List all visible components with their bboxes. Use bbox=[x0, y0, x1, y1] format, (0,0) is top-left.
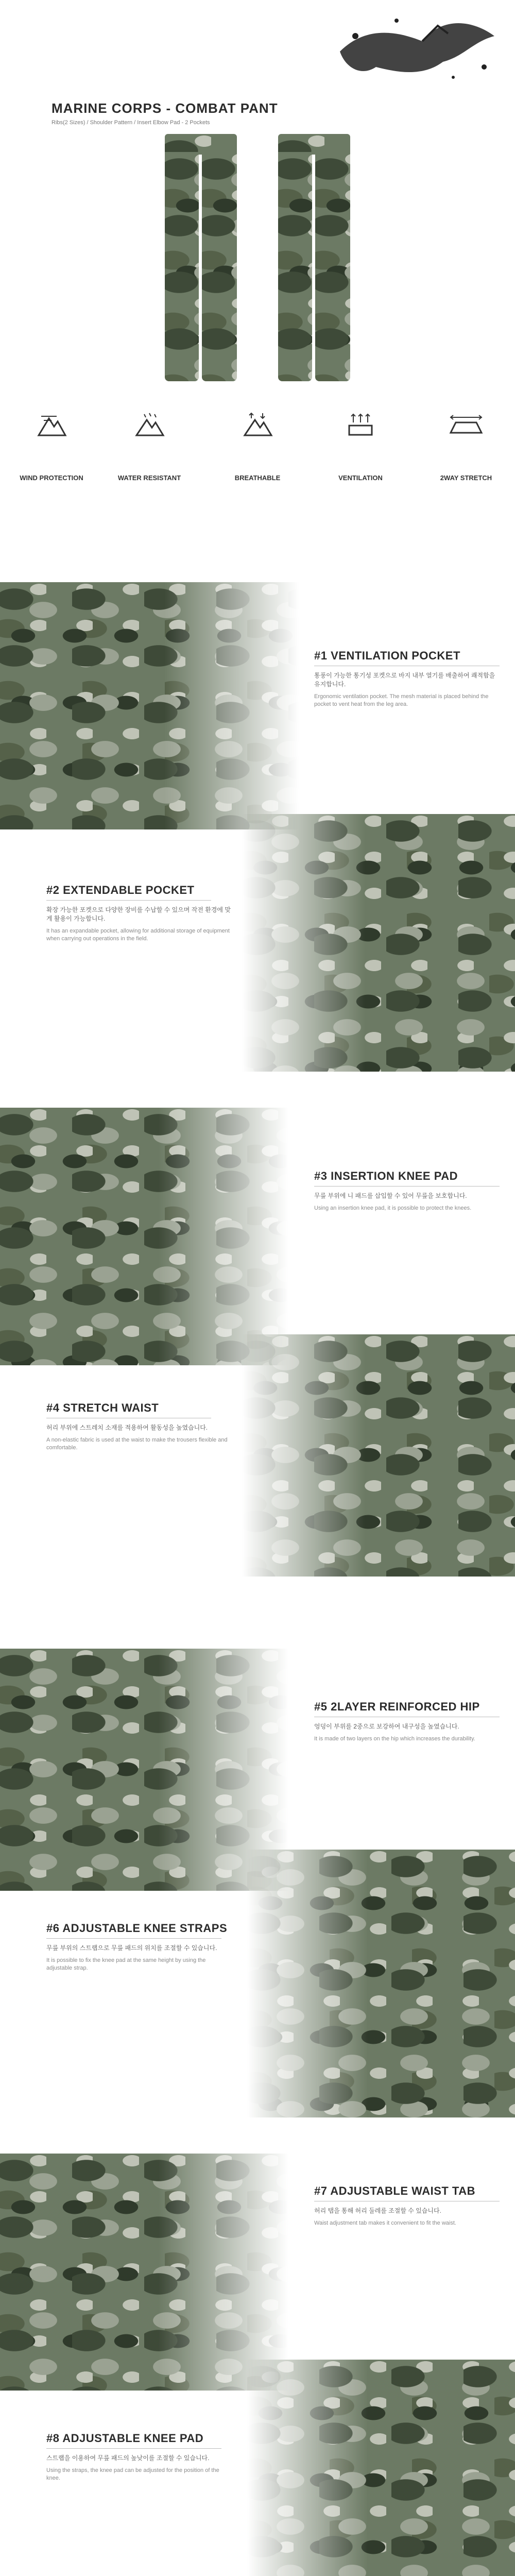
feature-label: WIND PROTECTION bbox=[20, 474, 83, 482]
section-title: #6 ADJUSTABLE KNEE STRAPS bbox=[46, 1922, 228, 1935]
section-korean-text: 허리 탭을 통해 허리 둘레를 조절할 수 있습니다. bbox=[314, 2207, 441, 2214]
section-korean-text: 스트랩을 이용하여 무릎 패드의 높낮이를 조절할 수 있습니다. bbox=[46, 2454, 210, 2462]
wind-mountain-icon bbox=[36, 412, 90, 438]
section-2 bbox=[46, 884, 232, 943]
reinforced-hip-photo bbox=[0, 1649, 288, 1891]
feature-water-resistant bbox=[111, 412, 188, 482]
extendable-pocket-photo bbox=[242, 814, 515, 1072]
section-english-text: A non-elastic fabric is used at the waist to make the trousers flexible and comfortable. bbox=[46, 1437, 228, 1451]
section-7 bbox=[314, 2184, 500, 2227]
header bbox=[0, 0, 515, 155]
section-4 bbox=[46, 1401, 232, 1452]
feature-2way-stretch bbox=[427, 412, 505, 482]
feature-label: WATER RESISTANT bbox=[117, 474, 181, 482]
section-divider bbox=[46, 2448, 221, 2449]
section-english-text: Waist adjustment tab makes it convenient to fit the waist. bbox=[314, 2220, 456, 2226]
section-6 bbox=[46, 1922, 232, 1972]
product-title: MARINE CORPS - COMBAT PANT bbox=[52, 100, 278, 116]
section-3 bbox=[314, 1170, 500, 1212]
knee-pad-adjust-photo bbox=[247, 2360, 515, 2576]
section-korean-text: 통풍이 가능한 통기성 포켓으로 바지 내부 열기를 배출하여 쾌적함을 유지합니다. bbox=[314, 672, 495, 688]
section-korean-text: 허리 부위에 스트레치 소재를 적용하여 활동성을 높였습니다. bbox=[46, 1424, 208, 1431]
section-8 bbox=[46, 2432, 232, 2482]
feature-wind-protection bbox=[13, 412, 90, 482]
section-english-text: Using an insertion knee pad, it is possible to protect the knees. bbox=[314, 1205, 472, 1211]
ventilation-icon bbox=[345, 412, 399, 438]
stretch-icon bbox=[448, 412, 505, 438]
section-english-text: It is possible to fix the knee pad at the same height by using the adjustable strap. bbox=[46, 1957, 206, 1971]
stretch-waist-photo bbox=[242, 1334, 515, 1577]
section-english-text: Ergonomic ventilation pocket. The mesh material is placed behind the pocket to vent heat from the leg area. bbox=[314, 693, 489, 707]
section-divider bbox=[46, 1938, 221, 1939]
feature-breathable bbox=[219, 412, 296, 482]
section-divider bbox=[46, 900, 211, 901]
section-english-text: It has an expandable pocket, allowing for additional storage of equipment when carrying out operations in the field. bbox=[46, 928, 230, 942]
knee-straps-photo bbox=[247, 1850, 515, 2117]
section-title: #3 INSERTION KNEE PAD bbox=[314, 1170, 458, 1182]
section-title: #5 2LAYER REINFORCED HIP bbox=[314, 1700, 480, 1713]
section-title: #1 VENTILATION POCKET bbox=[314, 649, 460, 662]
breathable-arrows-icon bbox=[242, 412, 296, 438]
feature-label: BREATHABLE bbox=[234, 474, 281, 482]
section-title: #4 STRETCH WAIST bbox=[46, 1401, 159, 1414]
section-divider bbox=[314, 1186, 500, 1187]
section-korean-text: 무릎 부위에 니 패드를 삽입할 수 있어 무릎을 보호합니다. bbox=[314, 1192, 467, 1199]
section-title: #2 EXTENDABLE POCKET bbox=[46, 884, 195, 896]
section-korean-text: 엉덩이 부위를 2중으로 보강하여 내구성을 높였습니다. bbox=[314, 1723, 459, 1730]
pants-front-photo bbox=[154, 134, 247, 381]
section-title: #8 ADJUSTABLE KNEE PAD bbox=[46, 2432, 204, 2445]
section-title: #7 ADJUSTABLE WAIST TAB bbox=[314, 2184, 476, 2197]
ventilation-pocket-photo bbox=[0, 582, 299, 829]
section-korean-text: 확장 가능한 포켓으로 다양한 장비를 수납할 수 있으며 작전 환경에 맞게 활용이 가능합니다. bbox=[46, 906, 231, 922]
product-subtitle: Ribs(2 Sizes) / Shoulder Pattern / Insert Elbow Pad - 2 Pockets bbox=[52, 120, 210, 126]
section-5 bbox=[314, 1700, 500, 1743]
feature-icons-row bbox=[0, 412, 515, 515]
section-english-text: It is made of two layers on the hip which increases the durability. bbox=[314, 1736, 475, 1742]
knee-pad-photo bbox=[0, 1108, 288, 1365]
pants-back-photo bbox=[268, 134, 360, 381]
feature-label: VENTILATION bbox=[338, 474, 383, 482]
waist-tab-photo bbox=[0, 2154, 288, 2391]
section-korean-text: 무릎 부위의 스트랩으로 무릎 패드의 위치를 조절할 수 있습니다. bbox=[46, 1944, 217, 1952]
water-drop-icon bbox=[134, 412, 188, 438]
section-english-text: Using the straps, the knee pad can be adjusted for the position of the knee. bbox=[46, 2467, 219, 2481]
brush-splatter-logo bbox=[319, 5, 505, 93]
feature-label: 2WAY STRETCH bbox=[440, 474, 492, 482]
feature-ventilation bbox=[322, 412, 399, 482]
section-1 bbox=[314, 649, 500, 708]
